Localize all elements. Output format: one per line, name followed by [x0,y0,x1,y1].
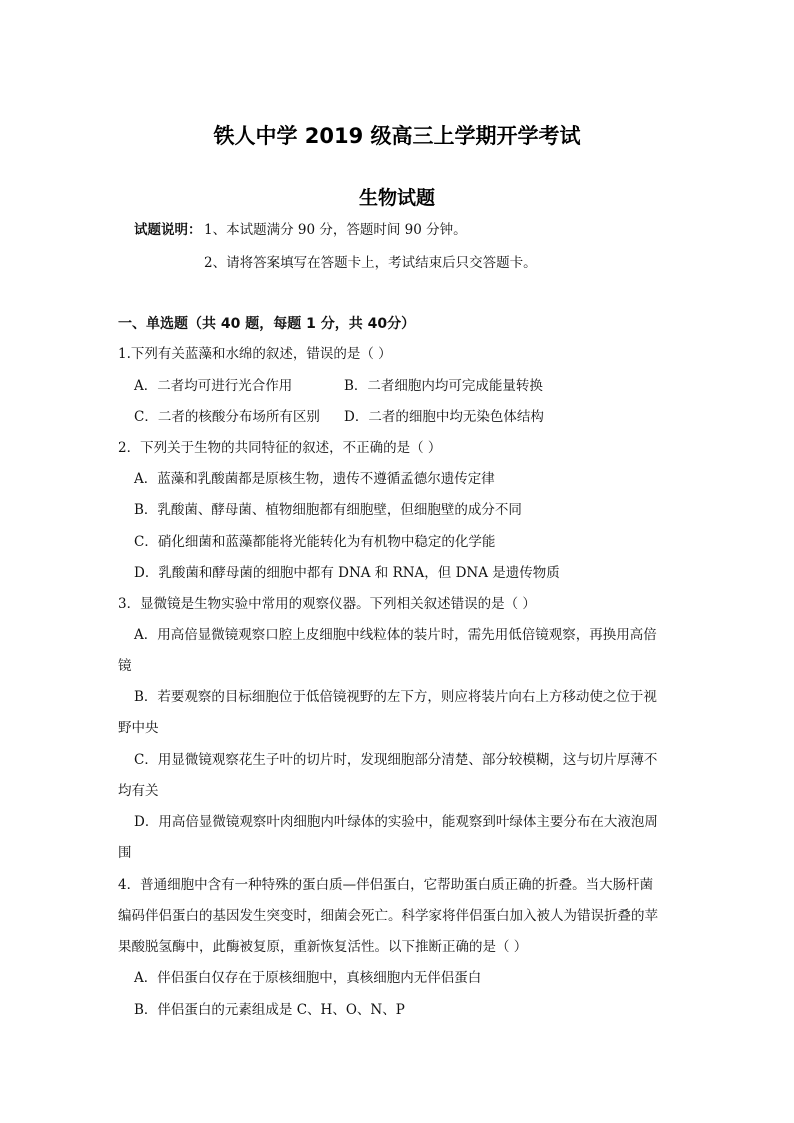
question-2-option-a: A．蓝藻和乳酸菌都是原核生物，遗传不遵循孟德尔遗传定律 [134,471,495,487]
question-1-option-b: B．二者细胞内均可完成能量转换 [344,378,543,394]
notes-line-2: 2、请将答案填写在答题卡上，考试结束后只交答题卡。 [204,255,537,271]
question-3-option-c-line-1: C．用显微镜观察花生子叶的切片时，发现细胞部分清楚、部分较模糊，这与切片厚薄不 [134,752,658,768]
exam-title: 铁人中学 2019 级高三上学期开学考试 [213,124,581,148]
notes-line-1: 1、本试题满分 90 分，答题时间 90 分钟。 [204,222,467,238]
question-1-stem: 1.下列有关蓝藻和水绵的叙述，错误的是（ ） [118,346,392,362]
question-1-option-a: A．二者均可进行光合作用 [134,378,293,394]
section-heading: 一、单选题（共 40 题，每题 1 分，共 40分） [118,316,416,332]
question-4-stem-line-1: 4．普通细胞中含有一种特殊的蛋白质—伴侣蛋白，它帮助蛋白质正确的折叠。当大肠杆菌 [118,877,654,893]
question-3-option-c-line-2: 均有关 [118,783,159,799]
question-2-stem: 2．下列关于生物的共同特征的叙述，不正确的是（ ） [118,440,442,456]
question-2-option-d: D．乳酸菌和酵母菌的细胞中都有 DNA 和 RNA，但 DNA 是遗传物质 [134,565,560,581]
question-1-option-c: C．二者的核酸分布场所有区别 [134,409,320,425]
question-3-stem: 3．显微镜是生物实验中常用的观察仪器。下列相关叙述错误的是（ ） [118,596,536,612]
question-1-option-d: D．二者的细胞中均无染色体结构 [344,409,544,425]
question-3-option-b-line-1: B．若要观察的目标细胞位于低倍镜视野的左下方，则应将装片向右上方移动使之位于视 [134,689,657,705]
question-2-option-b: B．乳酸菌、酵母菌、植物细胞都有细胞壁，但细胞壁的成分不同 [134,502,522,518]
exam-subtitle: 生物试题 [358,187,435,209]
question-4-option-a: A．伴侣蛋白仅存在于原核细胞中，真核细胞内无伴侣蛋白 [134,970,482,986]
question-4-stem-line-2: 编码伴侣蛋白的基因发生突变时，细菌会死亡。科学家将伴侣蛋白加入被人为错误折叠的苹 [118,908,658,924]
question-2-option-c: C．硝化细菌和蓝藻都能将光能转化为有机物中稳定的化学能 [134,534,496,550]
question-3-option-d-line-1: D．用高倍显微镜观察叶肉细胞内叶绿体的实验中，能观察到叶绿体主要分布在大液泡周 [134,814,658,830]
question-4-option-b: B．伴侣蛋白的元素组成是 C、H、O、N、P [134,1002,405,1018]
question-4-stem-line-3: 果酸脱氢酶中，此酶被复原，重新恢复活性。以下推断正确的是（ ） [118,939,528,955]
question-3-option-b-line-2: 野中央 [118,720,159,736]
question-3-option-a-line-2: 镜 [118,658,132,674]
question-3-option-a-line-1: A．用高倍显微镜观察口腔上皮细胞中线粒体的装片时，需先用低倍镜观察，再换用高倍 [134,627,657,643]
notes-label: 试题说明： [134,222,202,238]
question-3-option-d-line-2: 围 [118,845,132,861]
